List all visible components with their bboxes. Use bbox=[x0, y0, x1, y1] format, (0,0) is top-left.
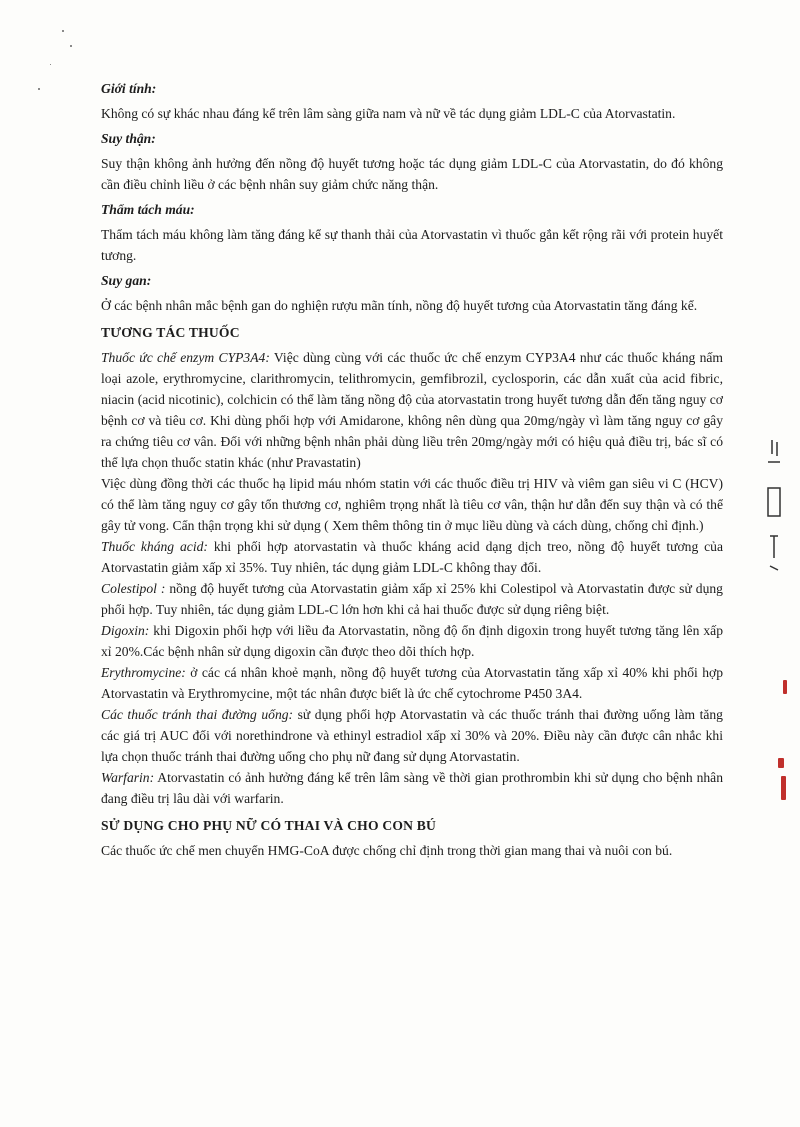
paragraph-lead: Các thuốc tránh thai đường uống: bbox=[101, 707, 294, 722]
paragraph: Các thuốc ức chế men chuyển HMG-CoA được chống chỉ định trong thời gian mang thai và nuôi con bú. bbox=[101, 843, 673, 858]
paragraph bbox=[101, 536, 723, 578]
stamp-mark bbox=[783, 680, 787, 694]
paragraph-text: khi Digoxin phối hợp với liều đa Atorvastatin, nồng độ ổn định digoxin trong huyết tương tăng lên xấp xỉ 20%.Các bệnh nhân sử dụng digoxin cần được theo dõi thích hợp. bbox=[101, 623, 723, 659]
paragraph-lead: Warfarin: bbox=[101, 770, 155, 785]
paragraph: Việc dùng đồng thời các thuốc hạ lipid máu nhóm statin với các thuốc điều trị HIV và viêm gan siêu vi C (HCV) có thể làm tăng nguy cơ gây tổn thương cơ, nghiêm trọng nhất là tiêu cơ vân, thận hư dẫn đến suy thận và có thể gây tử vong. Cẩn thận trọng khi sử dụng ( Xem thêm thông tin ở mục liều dùng và cách dùng, chống chỉ định.) bbox=[101, 476, 723, 533]
paragraph-text: Atorvastatin có ảnh hưởng đáng kể trên lâm sàng về thời gian prothrombin khi sử dụng cho bệnh nhân đang điều trị lâu dài với warfarin. bbox=[101, 770, 723, 806]
paragraph-lead: Digoxin: bbox=[101, 623, 150, 638]
paragraph bbox=[101, 347, 723, 473]
paragraph: Thẩm tách máu không làm tăng đáng kể sự thanh thải của Atorvastatin vì thuốc gắn kết rộng rãi với protein huyết tương. bbox=[101, 227, 723, 263]
paragraph bbox=[101, 704, 723, 767]
section-heading: TƯƠNG TÁC THUỐC bbox=[101, 325, 240, 340]
scan-speck bbox=[62, 30, 64, 32]
section-heading: SỬ DỤNG CHO PHỤ NỮ CÓ THAI VÀ CHO CON BÚ bbox=[101, 818, 437, 833]
subheading: Suy thận: bbox=[101, 131, 156, 146]
paragraph-lead: Thuốc ức chế enzym CYP3A4: bbox=[101, 350, 270, 365]
paragraph-text: sử dụng phối hợp Atorvastatin và các thuốc tránh thai đường uống làm tăng các giá trị AUC đối với norethindrone và ethinyl estradiol xấp xỉ 30% và 20%. Điều này cần được cân nhắc khi lựa chọn thuốc tránh thai đường uống cho phụ nữ đang sử dụng Atorvastatin. bbox=[101, 707, 723, 764]
paragraph: Suy thận không ảnh hưởng đến nồng độ huyết tương hoặc tác dụng giảm LDL-C của Atorvastatin, do đó không cần điều chỉnh liều ở các bệnh nhân suy giảm chức năng thận. bbox=[101, 156, 723, 192]
stamp-mark bbox=[781, 776, 786, 800]
paragraph: Ở các bệnh nhân mắc bệnh gan do nghiện rượu mãn tính, nồng độ huyết tương của Atorvastatin tăng đáng kể. bbox=[101, 298, 698, 313]
paragraph-text: ở các cá nhân khoẻ mạnh, nồng độ huyết tương của Atorvastatin tăng xấp xỉ 40% khi phối hợp Atorvastatin và Erythromycine, một tác nhân được biết là ức chế cytochrome P450 3A4. bbox=[101, 665, 723, 701]
subheading: Giới tính: bbox=[101, 81, 157, 96]
paragraph bbox=[101, 767, 723, 809]
paragraph-lead: Erythromycine: bbox=[101, 665, 186, 680]
scan-speck bbox=[38, 88, 40, 90]
paragraph-lead: Colestipol : bbox=[101, 581, 166, 596]
paragraph bbox=[101, 620, 723, 662]
paragraph-text: khi phối hợp atorvastatin và thuốc kháng acid dạng dịch treo, nồng độ huyết tương của Atorvastatin giảm xấp xỉ 35%. Tuy nhiên, tác dụng giảm LDL-C không thay đổi. bbox=[101, 539, 724, 575]
subheading: Thẩm tách máu: bbox=[101, 202, 195, 217]
paragraph bbox=[101, 662, 723, 704]
subheading: Suy gan: bbox=[101, 273, 152, 288]
scan-speck bbox=[50, 64, 51, 65]
paragraph-text: nồng độ huyết tương của Atorvastatin giảm xấp xỉ 25% khi Colestipol và Atorvastatin được sử dụng phối hợp. Tuy nhiên, tác dụng giảm LDL-C lớn hơn khi cả hai thuốc được sử dụng riêng biệt. bbox=[101, 581, 723, 617]
scan-speck bbox=[70, 45, 72, 47]
paragraph-lead: Thuốc kháng acid: bbox=[101, 539, 208, 554]
paragraph: Không có sự khác nhau đáng kể trên lâm sàng giữa nam và nữ về tác dụng giảm LDL-C của Atorvastatin. bbox=[101, 106, 676, 121]
document-page bbox=[101, 78, 723, 865]
stamp-mark bbox=[778, 758, 784, 768]
paragraph bbox=[101, 578, 723, 620]
margin-annotation bbox=[764, 440, 786, 600]
paragraph-text: Việc dùng cùng với các thuốc ức chế enzym CYP3A4 như các thuốc kháng nấm loại azole, erythromycine, clarithromycin, telithromycin, gemfibrozil, cyclosporin, các dẫn xuất của acid fibric, niacin (acid nicotinic), colchicin có thể làm tăng nồng độ của atorvastatin trong huyết tương dẫn đến tăng nguy cơ bệnh cơ và tiêu cơ. Khi dùng phối hợp với Amidarone, không nên dùng qua 20mg/ngày vì làm tăng nguy cơ gây ra chứng tiêu cơ vân. Đối với những bệnh nhân phải dùng liều trên 20mg/ngày mới có hiệu quả điều trị, bác sĩ có thể lựa chọn thuốc statin khác (như Pravastatin) bbox=[101, 350, 723, 470]
